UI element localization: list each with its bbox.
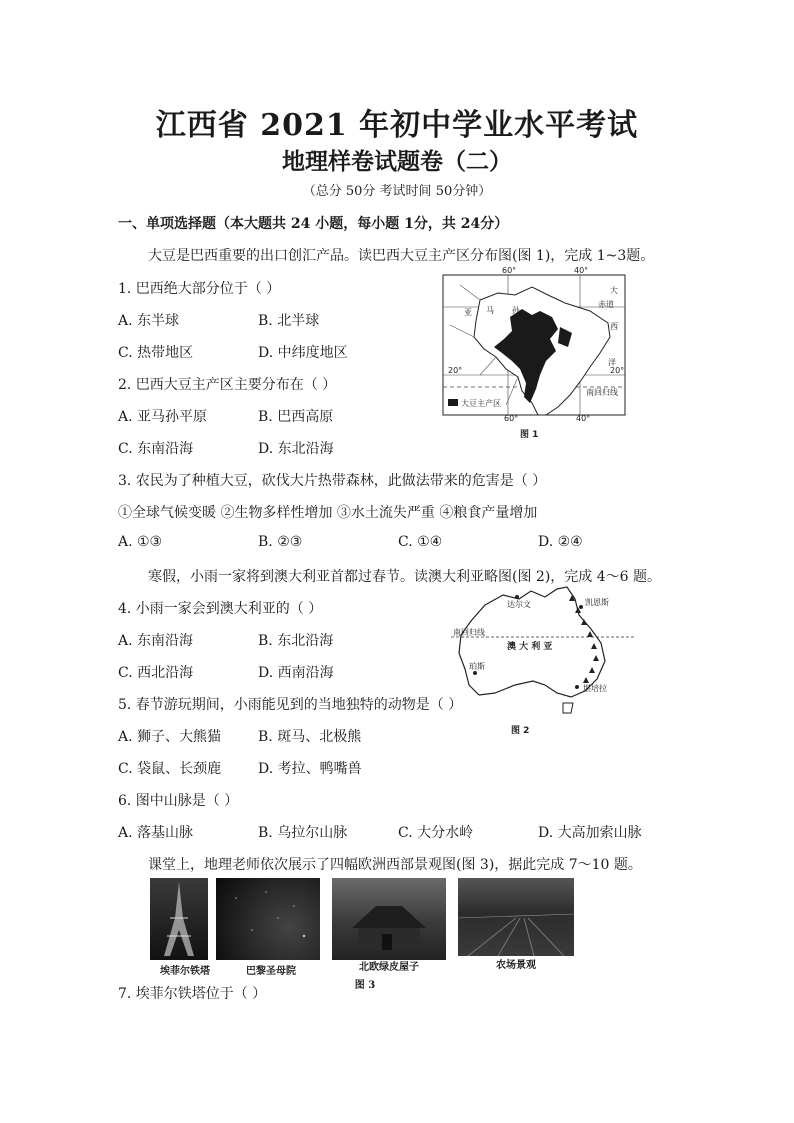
fig1-lat20-left: 20°: [448, 366, 463, 375]
figure-1-brazil-map: [440, 265, 640, 445]
fig3-caption-4: 农场景观: [496, 960, 536, 971]
fig2-city-cairns: 凯恩斯: [585, 598, 609, 607]
q4-option-a[interactable]: A. 东南沿海: [118, 633, 194, 649]
group1-intro: 大豆是巴西重要的出口创汇产品。读巴西大豆主产区分布图(图 1)，完成 1~3题。: [148, 248, 655, 264]
q2-option-b[interactable]: B. 巴西高原: [258, 409, 334, 425]
q2-stem: 2. 巴西大豆主产区主要分布在（ ）: [118, 377, 337, 393]
night-sky-icon: [216, 878, 320, 960]
fig3-caption: 图 3: [354, 980, 376, 991]
section-heading: 一、单项选择题（本大题共 24 小题，每小题 1分，共 24分）: [118, 216, 509, 232]
q7-stem: 7. 埃菲尔铁塔位于（ ）: [118, 986, 267, 1002]
photo-farm-landscape: [458, 878, 574, 956]
q1-stem: 1. 巴西绝大部分位于（ ）: [118, 281, 281, 297]
q5-option-c[interactable]: C. 袋鼠、长颈鹿: [118, 761, 222, 777]
q3-option-b[interactable]: B. ②③: [258, 534, 303, 550]
q3-option-c[interactable]: C. ①④: [398, 534, 443, 550]
q4-stem: 4. 小雨一家会到澳大利亚的（ ）: [118, 601, 323, 617]
q1-option-b[interactable]: B. 北半球: [258, 313, 320, 329]
fig1-equator-label: 赤道: [598, 300, 614, 309]
q5-option-b[interactable]: B. 斑马、北极熊: [258, 729, 362, 745]
fig1-lon60-label: 60°: [502, 266, 517, 275]
fig1-lon60-bottom: 60°: [504, 414, 519, 423]
fig1-tropic-label: 南回归线: [586, 388, 618, 397]
fig1-caption: 图 1: [520, 430, 539, 440]
fig2-city-perth: 珀斯: [469, 662, 485, 671]
fig1-ocean2: 西: [610, 322, 618, 331]
q5-option-a[interactable]: A. 狮子、大熊猫: [118, 729, 222, 745]
field-rows-icon: [458, 878, 574, 956]
q3-option-a[interactable]: A. ①③: [118, 534, 163, 550]
q6-option-a[interactable]: A. 落基山脉: [118, 825, 194, 841]
fig2-city-canberra: 堪培拉: [583, 684, 607, 693]
fig1-lon40-label: 40°: [574, 266, 589, 275]
photo-notre-dame: [216, 878, 320, 960]
exam-subtitle: 地理样卷试题卷（二）: [282, 148, 512, 175]
q1-option-a[interactable]: A. 东半球: [118, 313, 180, 329]
fig1-legend-label: 大豆主产区: [461, 399, 501, 408]
fig1-amazon-2: 马: [486, 306, 494, 315]
eiffel-tower-icon: [150, 878, 208, 960]
fig1-ocean3: 洋: [608, 358, 616, 367]
photo-eiffel-tower: [150, 878, 208, 960]
house-icon: [332, 878, 446, 960]
group2-intro: 寒假，小雨一家将到澳大利亚首都过春节。读澳大利亚略图(图 2)，完成 4～6 题。: [148, 569, 661, 585]
photo-green-house: [332, 878, 446, 960]
q4-option-b[interactable]: B. 东北沿海: [258, 633, 334, 649]
fig1-lon40-bottom: 40°: [576, 414, 591, 423]
q6-stem: 6. 图中山脉是（ ）: [118, 793, 239, 809]
q6-option-b[interactable]: B. 乌拉尔山脉: [258, 825, 348, 841]
q2-option-c[interactable]: C. 东南沿海: [118, 441, 194, 457]
q5-stem: 5. 春节游玩期间，小雨能见到的当地独特的动物是（ ）: [118, 697, 463, 713]
q4-option-c[interactable]: C. 西北沿海: [118, 665, 194, 681]
fig3-caption-1: 埃菲尔铁塔: [160, 966, 210, 977]
fig3-caption-2: 巴黎圣母院: [246, 966, 296, 977]
fig2-caption: 图 2: [511, 726, 530, 736]
q5-option-d[interactable]: D. 考拉、鸭嘴兽: [258, 761, 362, 777]
exam-title: 江西省 2021 年初中学业水平考试: [155, 108, 639, 143]
q4-option-d[interactable]: D. 西南沿海: [258, 665, 334, 681]
fig1-legend-swatch: [448, 399, 458, 406]
group3-intro: 课堂上，地理老师依次展示了四幅欧洲西部景观图(图 3)，据此完成 7～10 题。: [148, 857, 642, 873]
q3-stem: 3. 农民为了种植大豆，砍伐大片热带森林，此做法带来的危害是（ ）: [118, 473, 547, 489]
fig1-amazon-3: 孙: [512, 306, 520, 315]
q1-option-c[interactable]: C. 热带地区: [118, 345, 194, 361]
q3-option-d[interactable]: D. ②④: [538, 534, 583, 550]
fig1-ocean1: 大: [610, 286, 618, 295]
q6-option-c[interactable]: C. 大分水岭: [398, 825, 474, 841]
fig1-amazon-1: 亚: [464, 308, 472, 317]
fig1-lat20-right: 20°: [610, 366, 625, 375]
figure-2-australia-map: [445, 585, 645, 745]
q6-option-d[interactable]: D. 大高加索山脉: [538, 825, 642, 841]
q2-option-d[interactable]: D. 东北沿海: [258, 441, 334, 457]
fig2-country-label: 澳 大 利 亚: [507, 642, 553, 652]
q3-items: ①全球气候变暖 ②生物多样性增加 ③水土流失严重 ④粮食产量增加: [118, 505, 538, 521]
fig2-city-darwin: 达尔文: [507, 600, 531, 609]
exam-meta: （总分 50分 考试时间 50分钟）: [302, 184, 492, 199]
q2-option-a[interactable]: A. 亚马孙平原: [118, 409, 208, 425]
fig3-caption-3: 北欧绿皮屋子: [359, 962, 419, 973]
fig2-tropic-label: 南回归线: [453, 628, 485, 637]
q1-option-d[interactable]: D. 中纬度地区: [258, 345, 348, 361]
